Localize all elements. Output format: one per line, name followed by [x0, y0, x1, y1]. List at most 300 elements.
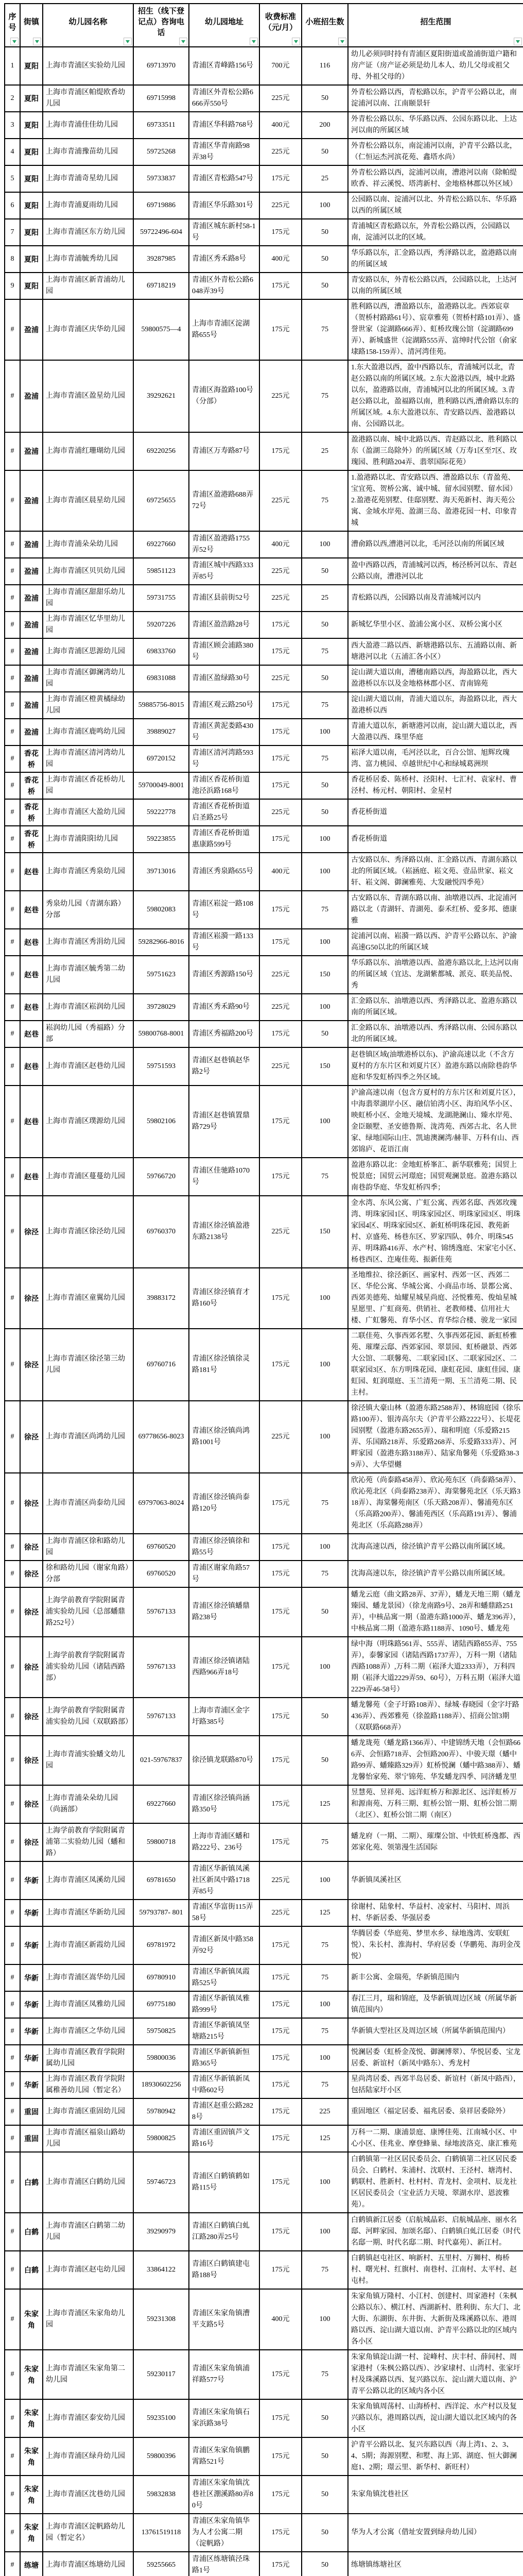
cell-town: 徐泾	[20, 1561, 43, 1587]
cell-count: 75	[302, 1473, 348, 1534]
cell-seq: 4	[5, 139, 20, 165]
cell-phone: 69831088	[133, 665, 189, 692]
column-label-range: 招生范围	[420, 18, 451, 26]
table-row	[5, 1926, 523, 1964]
cell-count: 50	[302, 1698, 348, 1736]
cell-town: 赵巷	[20, 956, 43, 994]
cell-range: 万科一二期、康浦景庭、康博佳苑、江南城小区、中心小区、佳兆业、摩登蜂巢、绿地波洛克、康汇雅苑	[348, 2125, 523, 2152]
cell-count: 75	[302, 745, 348, 772]
cell-phone: 69725655	[133, 470, 189, 531]
column-header-range	[348, 4, 523, 47]
cell-phone: 59800396	[133, 2437, 189, 2476]
cell-name: 上海市青浦区大盈幼儿园	[43, 799, 133, 826]
cell-town: 盈浦	[20, 470, 43, 531]
cell-range: 西大盈港二路以西、新塘港路以东、五浦路以南、新塘港河以北（五浦汇各小区）	[348, 638, 523, 665]
table-row	[5, 1637, 523, 1698]
cell-name: 秀泉幼儿园（青湖东路）分部	[43, 891, 133, 929]
table-row	[5, 1473, 523, 1534]
cell-town: 赵巷	[20, 1158, 43, 1196]
cell-fee: 400元	[259, 853, 302, 891]
cell-phone: 18930602256	[133, 2072, 189, 2098]
filter-arrow-icon	[126, 40, 130, 43]
table-row	[5, 1698, 523, 1736]
cell-count: 75	[302, 299, 348, 360]
table-row	[5, 826, 523, 853]
table-row	[5, 1268, 523, 1329]
cell-count: 50	[302, 1587, 348, 1637]
cell-phone: 59255665	[133, 2552, 189, 2576]
cell-fee: 175元	[259, 1329, 302, 1401]
cell-name: 上海市青浦区璞源幼儿园	[43, 1086, 133, 1158]
cell-address: 青浦区徐泾镇盈港东路2138号	[189, 1196, 259, 1268]
cell-count: 100	[302, 531, 348, 558]
cell-name: 上海市青浦区思源幼儿园	[43, 638, 133, 665]
table-row	[5, 165, 523, 192]
cell-name: 上海市青浦区御澜湾幼儿园	[43, 665, 133, 692]
cell-count: 50	[302, 2399, 348, 2437]
cell-fee: 225元	[259, 956, 302, 994]
cell-seq: #	[5, 558, 20, 585]
cell-count: 100	[302, 1637, 348, 1698]
cell-count: 50	[302, 219, 348, 246]
table-row	[5, 2072, 523, 2098]
cell-fee: 175元	[259, 1561, 302, 1587]
cell-range: 重固地区（福定居委、福兆居委、泉祥居委除外）	[348, 2098, 523, 2125]
cell-name: 上海市青浦区沈巷幼儿园	[43, 2476, 133, 2514]
cell-phone: 69227660	[133, 531, 189, 558]
cell-name: 上海市青浦区毓秀第二幼儿园	[43, 956, 133, 994]
cell-fee: 175元	[259, 219, 302, 246]
cell-count: 150	[302, 956, 348, 994]
cell-name: 崧润幼儿园（秀福路）分部	[43, 1021, 133, 1047]
cell-name: 上海市青浦区帕缇欧香幼儿园	[43, 85, 133, 112]
cell-phone: 59733837	[133, 165, 189, 192]
table-row	[5, 273, 523, 299]
cell-count: 100	[302, 1268, 348, 1329]
cell-fee: 175元	[259, 2399, 302, 2437]
filter-arrow-icon	[340, 40, 344, 43]
cell-town: 徐泾	[20, 1401, 43, 1473]
cell-seq: #	[5, 1268, 20, 1329]
table-row	[5, 246, 523, 273]
cell-range: 白鹤镇赵屯社区、响新村、五里村、万狮村、梅桥村、曙光村、红旗村、南巷村、江南村、太平村、赵屯村。	[348, 2251, 523, 2289]
cell-phone: 69760520	[133, 1561, 189, 1587]
cell-count: 50	[302, 85, 348, 112]
cell-fee: 175元	[259, 612, 302, 638]
cell-address: 青浦区赵重公路2828号	[189, 2098, 259, 2125]
cell-range: 古安路以东、青湖东路以南、油墩港以西、北淀浦河路以北（青湖轩、青湖苑、泰禾红桥、爱多邦、德康雅	[348, 891, 523, 929]
cell-town: 华新	[20, 1926, 43, 1964]
table-row	[5, 47, 523, 85]
cell-town: 徐泾	[20, 1823, 43, 1861]
cell-seq: #	[5, 2399, 20, 2437]
table-row	[5, 2514, 523, 2552]
filter-arrow-icon	[252, 40, 256, 43]
cell-seq: #	[5, 2045, 20, 2072]
cell-address: 青浦区朱家角镇鹏霄路521号	[189, 2437, 259, 2476]
cell-address: 青浦区清河湾路593号	[189, 745, 259, 772]
cell-count: 75	[302, 2072, 348, 2098]
table-row	[5, 2476, 523, 2514]
cell-count: 75	[302, 2251, 348, 2289]
cell-count: 50	[302, 2437, 348, 2476]
cell-range: 蟠龙府（一期、二期）、璀璨公馆、中铁虹桥逸都、西郊家化苑、领第漫生活国际	[348, 1823, 523, 1861]
cell-name: 上海市青浦区贝贝幼儿园	[43, 558, 133, 585]
cell-town: 徐泾	[20, 1587, 43, 1637]
cell-phone: 69778656-8023	[133, 1401, 189, 1473]
cell-fee: 225元	[259, 585, 302, 612]
cell-range: 青浦大道以东，新塘港河以南，淀山湖大道以北，西大盈港以西、珠里华庭	[348, 719, 523, 745]
table-row	[5, 1785, 523, 1823]
table-row	[5, 2289, 523, 2350]
cell-fee: 225元	[259, 558, 302, 585]
cell-fee: 175元	[259, 1086, 302, 1158]
cell-name: 上海市青浦豫苗幼儿园	[43, 139, 133, 165]
cell-phone: 59800036	[133, 2045, 189, 2072]
table-row	[5, 929, 523, 956]
cell-phone: 59700049-8001	[133, 772, 189, 799]
filter-button-address[interactable]	[250, 38, 258, 45]
cell-range: 练塘镇练塘社区	[348, 2552, 523, 2576]
cell-address: 青浦区崧淀一路108号	[189, 891, 259, 929]
cell-fee: 175元	[259, 1698, 302, 1736]
filter-button-town[interactable]	[33, 38, 41, 45]
cell-town: 盈浦	[20, 360, 43, 432]
cell-town: 赵巷	[20, 1021, 43, 1047]
filter-button-count[interactable]	[338, 38, 346, 45]
cell-name: 上海市青浦区甜甜乐幼儿园	[43, 585, 133, 612]
cell-phone: 59767133	[133, 1637, 189, 1698]
cell-count: 100	[302, 853, 348, 891]
cell-town: 徐泾	[20, 1196, 43, 1268]
table-row	[5, 1401, 523, 1473]
table-row	[5, 638, 523, 665]
table-row	[5, 2399, 523, 2437]
cell-town: 赵巷	[20, 1086, 43, 1158]
cell-town: 香花桥	[20, 745, 43, 772]
cell-phone: 59751623	[133, 956, 189, 994]
cell-count: 100	[302, 826, 348, 853]
cell-phone: 59731755	[133, 585, 189, 612]
cell-phone: 59767133	[133, 1698, 189, 1736]
cell-name: 上海市青浦区实验幼儿园	[43, 47, 133, 85]
cell-count: 125	[302, 1900, 348, 1926]
cell-name: 上海市青浦区凤雅幼儿园	[43, 1991, 133, 2018]
cell-range: 外青松公路以东、华乐路以西、公园东路以北、上达河以南的所属区域	[348, 112, 523, 139]
cell-range: 华乐路以东、油墩港以西、盈港东路以北,上达河以南的所属区域（宜达、龙湖紫都城、派克、联美品悦、秀	[348, 956, 523, 994]
cell-count: 75	[302, 470, 348, 531]
table-row	[5, 1158, 523, 1196]
cell-address: 青浦区香花桥街道启圣路25号	[189, 799, 259, 826]
table-row	[5, 1861, 523, 1900]
cell-fee: 225元	[259, 360, 302, 432]
cell-count: 100	[302, 1991, 348, 2018]
cell-town: 盈浦	[20, 531, 43, 558]
cell-phone: 59230117	[133, 2350, 189, 2399]
cell-address: 青浦区华青南路98弄38号	[189, 139, 259, 165]
cell-range: 华为人才公寓（借址安置到绿舟幼儿园）	[348, 2514, 523, 2552]
table-row	[5, 360, 523, 432]
cell-address: 青浦区观云路250号	[189, 692, 259, 719]
table-row	[5, 2018, 523, 2045]
cell-seq: #	[5, 1196, 20, 1268]
cell-range: 金水湾、东风公寓、广虹公寓、西郊名邸、西郊玫瑰湾、明珠家园1区、明珠家园2区、明珠家园3区、明珠家园4区、明珠家园5区、新虹桥明珠花园、教苑新村、京盛苑、杨巷东区、罗家四队、韩介、明珠545弄、明珠路416弄、水产村、锦绣逸庭、宋家宅小区、杨巷西区、迮庵佳苑、振新佳苑	[348, 1196, 523, 1268]
cell-name: 上海市青浦区泰安幼儿园	[43, 2399, 133, 2437]
cell-range: 朱家角镇周荡村、山海桥村、西洋淀、水产村以及复兴路以东，港周路以西，淀山湖大道以北区域内的各小区	[348, 2399, 523, 2437]
cell-fee: 175元	[259, 2514, 302, 2552]
cell-name: 上海市青浦区朱家角幼儿园	[43, 2289, 133, 2350]
cell-count: 100	[302, 2045, 348, 2072]
cell-range: 盈港路以南、城中北路以西、青赵路以北、胜利路以东（盈湖三岛除外）的所属区域（万寿1区至7区、玫瑰园、胜利路204弄、翡翠国际花苑）	[348, 432, 523, 470]
cell-town: 重固	[20, 2098, 43, 2125]
cell-seq: #	[5, 745, 20, 772]
cell-count: 100	[302, 192, 348, 219]
filter-button-range[interactable]	[514, 38, 522, 45]
cell-address: 青浦区万寿路87号	[189, 432, 259, 470]
cell-count: 100	[302, 1329, 348, 1401]
cell-fee: 175元	[259, 1637, 302, 1698]
cell-seq: #	[5, 2152, 20, 2213]
cell-fee: 225元	[259, 1196, 302, 1268]
cell-fee: 175元	[259, 432, 302, 470]
table-row	[5, 745, 523, 772]
filter-button-name[interactable]	[124, 38, 132, 45]
cell-count: 100	[302, 994, 348, 1021]
cell-address: 青浦区华新镇凤坚塘路215号	[189, 2018, 259, 2045]
cell-fee: 225元	[259, 994, 302, 1021]
cell-count: 75	[302, 2018, 348, 2045]
cell-count: 75	[302, 1561, 348, 1587]
cell-seq: #	[5, 2514, 20, 2552]
cell-fee: 225元	[259, 470, 302, 531]
cell-address: 青浦区秀禾路8号	[189, 246, 259, 273]
table-row	[5, 192, 523, 219]
cell-count: 116	[302, 47, 348, 85]
cell-count: 75	[302, 638, 348, 665]
cell-fee: 175元	[259, 2125, 302, 2152]
cell-range: 沪渝高速以南（包含方夏村的方东片区和刘夏片区），中海翡翠湖岸小区、融信铂湾小区、海珀风华小区、映虹桥小区、金地天境城、龙湖滟澜山、臻水岸苑、金臣颐墅、圣安德鲁斯、泷湾苑、西郊古北、名人世家、绿地国际山庄、凯迪澳澜湾/赫菲、万科有山、西郊锦庐、花语江南	[348, 1086, 523, 1158]
cell-name: 上海市青浦区新青浦幼儿园	[43, 273, 133, 299]
cell-address: 青浦区县前街52号	[189, 585, 259, 612]
cell-count: 150	[302, 1196, 348, 1268]
cell-town: 白鹤	[20, 2152, 43, 2213]
cell-count: 50	[302, 772, 348, 799]
table-row	[5, 1021, 523, 1047]
cell-seq: #	[5, 826, 20, 853]
cell-count: 50	[302, 558, 348, 585]
cell-seq: 6	[5, 192, 20, 219]
cell-name: 上海学前教育学院附属青浦实验幼儿园（总部蟠鼎路252号）	[43, 1587, 133, 1637]
cell-address: 青浦区香花桥街道惠康路599号	[189, 826, 259, 853]
cell-seq: #	[5, 2437, 20, 2476]
cell-phone: 59800575—4	[133, 299, 189, 360]
table-row	[5, 219, 523, 246]
cell-address: 青浦区徐泾镇尚泰路120号	[189, 1473, 259, 1534]
cell-range: 胜利路以西，漕盈路以东，盈港路以北。西郊宸章（贺桥村路路61号）、宸章雅苑（贺桥村路101弄）、盛誉世家（淀湖路666弄）、虹桥玫瑰公馆（淀湖路699弄）、新城盛世（淀湖路555弄、富绅时代公馆（俞家埭路158-159弄）、清河湾佳苑。	[348, 299, 523, 360]
cell-seq: #	[5, 1991, 20, 2018]
cell-address: 青浦区朱家角镇沈巷社区淜溪路80弄80号	[189, 2476, 259, 2514]
cell-name: 上海市青浦区盈星幼儿园	[43, 360, 133, 432]
cell-fee: 175元	[259, 1587, 302, 1637]
cell-fee: 175元	[259, 1021, 302, 1047]
cell-count: 225	[302, 2098, 348, 2125]
cell-seq: #	[5, 929, 20, 956]
cell-town: 徐泾	[20, 1785, 43, 1823]
cell-fee: 175元	[259, 1736, 302, 1785]
cell-phone: 59766720	[133, 1158, 189, 1196]
cell-seq: #	[5, 692, 20, 719]
cell-address: 青浦区华科路768号	[189, 112, 259, 139]
cell-fee: 175元	[259, 1785, 302, 1823]
table-row	[5, 1587, 523, 1637]
cell-name: 上海市青浦区晨星幼儿园	[43, 470, 133, 531]
cell-name: 徐和路幼儿园（谢家角路）分部	[43, 1561, 133, 1587]
cell-range: 香花桥街道	[348, 799, 523, 826]
cell-phone: 59282966-8016	[133, 929, 189, 956]
cell-seq: #	[5, 1329, 20, 1401]
cell-seq: #	[5, 531, 20, 558]
cell-seq: #	[5, 638, 20, 665]
cell-range: 崧泽大道以南，毛河泾以北，百合公馆、旭辉玫瑰湾、富力桃园、卓越世纪中心和绿城葛洲坝	[348, 745, 523, 772]
filter-button-phone[interactable]	[179, 38, 187, 45]
cell-address: 青浦区秀福路200号	[189, 1021, 259, 1047]
cell-fee: 700元	[259, 47, 302, 85]
cell-phone: 59235100	[133, 2399, 189, 2437]
cell-name: 上海市青浦区尚泰幼儿园	[43, 1473, 133, 1534]
cell-name: 上海市青浦区朱家角第二幼儿园	[43, 2350, 133, 2399]
cell-count: 50	[302, 2552, 348, 2576]
cell-town: 徐泾	[20, 1736, 43, 1785]
cell-count: 100	[302, 719, 348, 745]
cell-seq: #	[5, 1047, 20, 1086]
cell-address: 青浦区白鹤镇白虬江路280弄25号	[189, 2213, 259, 2251]
cell-seq: #	[5, 1823, 20, 1861]
cell-seq: 1	[5, 47, 20, 85]
cell-phone: 59207226	[133, 612, 189, 638]
cell-range: 昱慧苑、昱祥苑、远洋虹桥万和源北区、远洋虹桥万和源南苑、万科三期、虹桥公馆一期、虹桥公馆二期（北区）、虹桥公馆二期（南区）	[348, 1785, 523, 1823]
cell-count: 50	[302, 1736, 348, 1785]
cell-count: 100	[302, 1861, 348, 1900]
cell-fee: 175元	[259, 2098, 302, 2125]
table-row	[5, 1196, 523, 1268]
cell-phone: 69227660	[133, 1785, 189, 1823]
cell-name: 上海市青浦区忆华里幼儿园	[43, 612, 133, 638]
table-row	[5, 2552, 523, 2576]
cell-seq: #	[5, 612, 20, 638]
cell-town: 盈浦	[20, 558, 43, 585]
cell-range: 青浦城区青松路以东，外青松公路以西，公园路以南，淀浦河以北的区域。	[348, 219, 523, 246]
table-row	[5, 112, 523, 139]
filter-button-fee[interactable]	[292, 38, 300, 45]
cell-name: 上海市青浦朵朵幼儿园（尚涵部）	[43, 1785, 133, 1823]
cell-phone: 69719886	[133, 192, 189, 219]
table-row	[5, 2152, 523, 2213]
cell-address: 徐泾镇龙联路870号	[189, 1736, 259, 1785]
cell-name: 上海市青浦区嵩华幼儿园	[43, 1964, 133, 1991]
cell-range: 徐泾镇大豪山林（盈港东路2588弄）、林锦庭园（徐乐路100弄）、银涛高尔夫（沪青平公路2222号）、长堤花园别墅（盈港东路2655弄）、瑞和明庭（乐爱路215弄、乐国路218弄、乐爱路268弄、乐爱路333弄）、河畔家园（盈港东路3188弄）、陆家角馨苑（乐爱路38-39弄）、大华望樾	[348, 1401, 523, 1473]
filter-arrow-icon	[12, 40, 16, 43]
cell-phone: 59885756-8015	[133, 692, 189, 719]
table-row	[5, 719, 523, 745]
filter-button-seq[interactable]	[10, 38, 19, 45]
cell-range: 1.东大盈港以西，盈中西路以东，青浦城河以北，青赵公路以南的所属区域。2.东大盈港以西，城中北路以东，盈港路以南，青浦城河以北的所属区域。3.青赵公路以北，盈福路以南，胜利路以西,漕俞路以东的所属区域。4.东大盈港以东、青安路以西、盈港路以南、公园路以北。	[348, 360, 523, 432]
cell-fee: 175元	[259, 2251, 302, 2289]
cell-seq: #	[5, 432, 20, 470]
cell-address: 青浦区外青松公路6666弄550号	[189, 85, 259, 112]
table-row	[5, 665, 523, 692]
cell-phone: 69713970	[133, 47, 189, 85]
cell-seq: #	[5, 1086, 20, 1158]
cell-town: 夏阳	[20, 112, 43, 139]
cell-phone: 69733511	[133, 112, 189, 139]
cell-name: 上海市青浦区庆华幼儿园	[43, 299, 133, 360]
cell-range: 星尚湾居委、西郊半岛居委、新谊村（新凤中路西），包括陆家圩小区	[348, 2072, 523, 2098]
cell-seq: #	[5, 2125, 20, 2152]
cell-seq: #	[5, 2018, 20, 2045]
cell-phone: 69781650	[133, 1861, 189, 1900]
cell-count: 50	[302, 2514, 348, 2552]
kindergarten-table	[4, 3, 523, 2576]
cell-seq: #	[5, 772, 20, 799]
cell-town: 练塘	[20, 2552, 43, 2576]
cell-range: 香花桥街道	[348, 826, 523, 853]
cell-range: 淀山湖大道以南，青浦大道以东，海盈路以北，西大盈港桥以西	[348, 692, 523, 719]
cell-name: 上海市青浦区赵巷幼儿园	[43, 1047, 133, 1086]
cell-address: 上海市青浦区金字圩路385号	[189, 1698, 259, 1736]
cell-phone: 69833760	[133, 638, 189, 665]
cell-name: 上海市青浦区秀涓幼儿园	[43, 929, 133, 956]
cell-seq: #	[5, 1561, 20, 1587]
cell-count: 25	[302, 165, 348, 192]
cell-name: 上海市青浦区蔓蔓幼儿园	[43, 1158, 133, 1196]
cell-fee: 175元	[259, 891, 302, 929]
cell-name: 上海市青浦夏雨幼儿园	[43, 192, 133, 219]
cell-fee: 175元	[259, 2437, 302, 2476]
cell-town: 赵巷	[20, 853, 43, 891]
cell-phone: 69781972	[133, 1926, 189, 1964]
cell-town: 华新	[20, 2045, 43, 2072]
cell-town: 朱家角	[20, 2437, 43, 2476]
cell-town: 徐泾	[20, 1637, 43, 1698]
column-label-fee: 收费标准（元/月）	[264, 12, 298, 32]
cell-phone: 39292621	[133, 360, 189, 432]
cell-seq: #	[5, 2552, 20, 2576]
cell-phone: 69760716	[133, 1329, 189, 1401]
cell-name: 上海市青浦区白鹤第二幼儿园	[43, 2213, 133, 2251]
table-row	[5, 2350, 523, 2399]
cell-town: 华新	[20, 1991, 43, 2018]
cell-town: 华新	[20, 1900, 43, 1926]
cell-range: 盈港东路以北：金地虹桥峯汇、新华联雅苑；国贸上悦景庭；国贸云河璟庭；国贸观澜景庭。盈港东路以南巷韵华庭、华发虹桥四季；	[348, 1158, 523, 1196]
cell-fee: 175元	[259, 692, 302, 719]
cell-name: 上海市青浦区橙黄橘绿幼儿园	[43, 692, 133, 719]
cell-count: 75	[302, 891, 348, 929]
cell-address: 青浦区佳驰路1070号	[189, 1158, 259, 1196]
cell-count: 200	[302, 112, 348, 139]
cell-count: 50	[302, 1021, 348, 1047]
cell-fee: 175元	[259, 638, 302, 665]
cell-fee: 175元	[259, 1534, 302, 1561]
cell-name: 上海市青浦区清河湾幼儿园	[43, 745, 133, 772]
cell-address: 青浦区城东新村58-1号	[189, 219, 259, 246]
cell-count: 75	[302, 692, 348, 719]
cell-phone: 39713016	[133, 853, 189, 891]
cell-fee: 175元	[259, 1158, 302, 1196]
table-body	[5, 47, 523, 2576]
table-row	[5, 1329, 523, 1401]
cell-name: 上海市青浦佳佳幼儿园	[43, 112, 133, 139]
cell-fee: 175元	[259, 165, 302, 192]
